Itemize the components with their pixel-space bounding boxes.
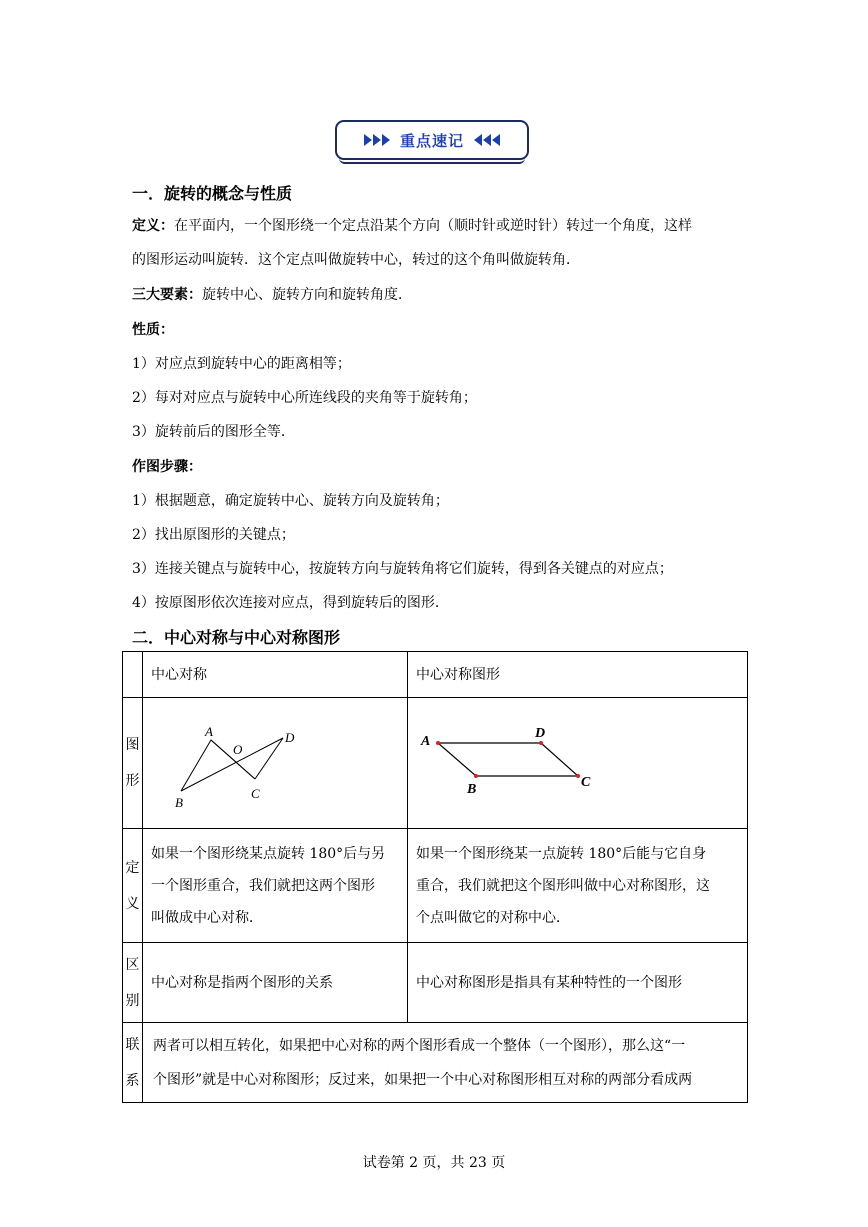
right-arrows-icon xyxy=(364,134,390,146)
label-d: D xyxy=(285,730,295,745)
corner-cell xyxy=(123,652,143,698)
step-item: 2）找出原图形的关键点； xyxy=(132,527,295,543)
property-item: 1）对应点到旋转中心的距离相等； xyxy=(132,356,351,372)
step-item: 3）连接关键点与旋转中心，按旋转方向与旋转角将它们旋转，得到各关键点的对应点； xyxy=(132,561,673,577)
row-label-relation: 联 系 xyxy=(123,1023,143,1103)
parallelogram-figure xyxy=(408,698,748,824)
section1-heading: 一．旋转的概念与性质 xyxy=(132,184,293,203)
label-o: O xyxy=(233,742,243,757)
left-arrows-icon xyxy=(474,134,500,146)
difference-central-symmetry: 中心对称是指两个图形的关系 xyxy=(143,943,408,1023)
col-header-central-symmetry: 中心对称 xyxy=(143,652,408,698)
definition-label: 定义： xyxy=(132,218,174,234)
table-row-relation xyxy=(123,1023,748,1103)
figure-central-symmetry-cell xyxy=(143,698,408,829)
table-row-definition xyxy=(123,829,748,943)
point-a xyxy=(436,741,440,745)
segment-cd xyxy=(255,738,283,779)
property-item: 3）旋转前后的图形全等． xyxy=(132,424,295,440)
properties-label: 性质： xyxy=(132,322,174,338)
definition-centrosymmetric-figure: 如果一个图形绕某一点旋转 180°后能与它自身 重合，我们就把这个图形叫做中心对称图形，这 个点叫做它的对称中心． xyxy=(408,829,748,943)
section-banner xyxy=(335,120,529,160)
label-a: A xyxy=(421,734,431,749)
point-c xyxy=(576,774,580,778)
row-label-figure: 图 形 xyxy=(123,698,143,829)
triangle-abo xyxy=(181,740,255,791)
figure-parallelogram-cell xyxy=(408,698,748,829)
definition-central-symmetry: 如果一个图形绕某点旋转 180°后与另 一个图形重合，我们就把这两个图形 叫做成中心对称． xyxy=(143,829,408,943)
label-d: D xyxy=(535,726,546,741)
table-header-row xyxy=(123,652,748,698)
point-b xyxy=(474,774,478,778)
section2-heading: 二．中心对称与中心对称图形 xyxy=(132,628,341,647)
elements-label: 三大要素： xyxy=(132,287,202,303)
parallelogram-abcd xyxy=(438,743,578,776)
col-header-centrosymmetric-figure: 中心对称图形 xyxy=(408,652,748,698)
label-b: B xyxy=(467,782,477,797)
definition-line2: 的图形运动叫旋转．这个定点叫做旋转中心，转过的这个角叫做旋转角． xyxy=(132,252,580,268)
comparison-table xyxy=(122,651,748,1103)
point-d xyxy=(539,741,543,745)
label-a: A xyxy=(205,724,213,739)
label-b: B xyxy=(175,795,183,810)
table-row-figure xyxy=(123,698,748,829)
table-row-difference xyxy=(123,943,748,1023)
page-footer: 试卷第 2 页，共 23 页 xyxy=(362,1155,506,1171)
elements-line xyxy=(132,284,412,304)
label-c: C xyxy=(581,775,591,790)
row-label-definition: 定 义 xyxy=(123,829,143,943)
elements-text: 旋转中心、旋转方向和旋转角度． xyxy=(202,287,412,303)
two-triangles-figure xyxy=(143,698,408,824)
property-item: 2）每对对应点与旋转中心所连线段的夹角等于旋转角； xyxy=(132,390,477,406)
label-c: C xyxy=(251,786,260,801)
definition-line1 xyxy=(132,215,692,235)
definition-text1: 在平面内，一个图形绕一个定点沿某个方向（顺时针或逆时针）转过一个角度，这样 xyxy=(174,218,692,234)
row-label-difference: 区 别 xyxy=(123,943,143,1023)
banner-title: 重点速记 xyxy=(399,131,464,150)
relation-text: 两者可以相互转化，如果把中心对称的两个图形看成一个整体（一个图形），那么这“一 个图形”就是中心对称图形；反过来，如果把一个中心对称图形相互对称的两部分看成两 xyxy=(143,1023,748,1103)
difference-centrosymmetric-figure: 中心对称图形是指具有某种特性的一个图形 xyxy=(408,943,748,1023)
step-item: 4）按原图形依次连接对应点，得到旋转后的图形． xyxy=(132,595,449,611)
steps-label: 作图步骤： xyxy=(132,459,202,475)
step-item: 1）根据题意，确定旋转中心、旋转方向及旋转角； xyxy=(132,493,449,509)
